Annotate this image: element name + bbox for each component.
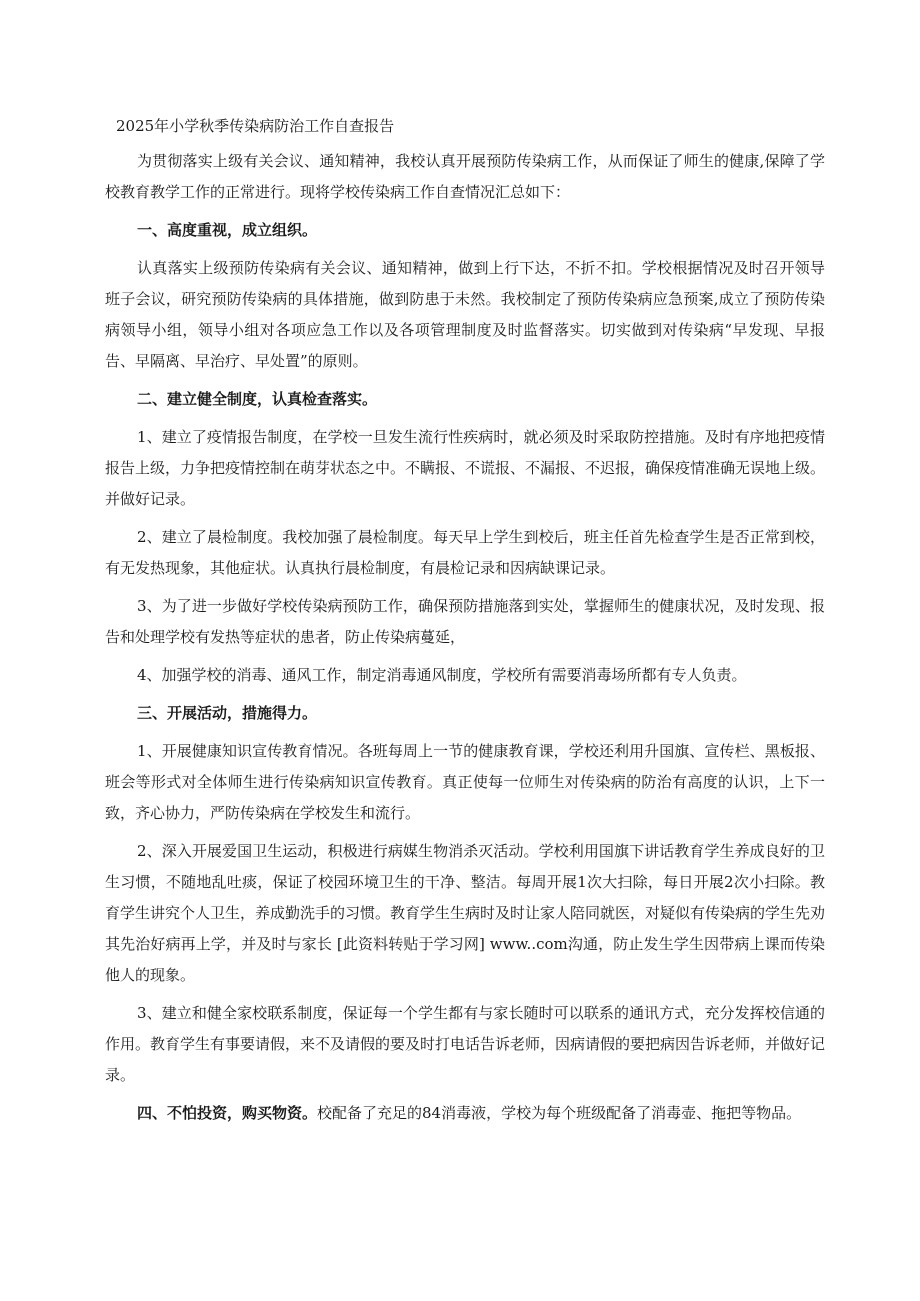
section-2-paragraph-4: 4、加强学校的消毒、通风工作，制定消毒通风制度，学校所有需要消毒场所都有专人负责。 [137, 666, 747, 684]
section-1-paragraph-1: 认真落实上级预防传染病有关会议、通知精神，做到上行下达，不折不扣。学校根据情况及时召开领导班子会议，研究预防传染病的具体措施，做到防患于未然。我校制定了预防传染病应急预案,成立了预防传染病领导小组，领导小组对各项应急工作以及各项管理制度及时监督落实。切实做到对传染病“早发现、早报告、早隔离、早治疗、早处置”的原则。 [105, 259, 825, 370]
section-3-paragraph-1: 1、开展健康知识宣传教育情况。各班每周上一节的健康教育课，学校还利用升国旗、宣传栏、黑板报、班会等形式对全体师生进行传染病知识宣传教育。真正使每一位师生对传染病的防治有高度的认识，上下一致，齐心协力，严防传染病在学校发生和流行。 [105, 742, 825, 822]
document-body [105, 146, 825, 1136]
section-4-paragraph [105, 1098, 825, 1129]
section-4-text: 校配备了充足的84消毒液，学校为每个班级配备了消毒壶、拖把等物品。 [317, 1104, 802, 1122]
section-3-heading: 三、开展活动，措施得力。 [137, 704, 318, 722]
section-3-paragraph-2: 2、深入开展爱国卫生运动，积极进行病媒生物消杀灭活动。学校利用国旗下讲话教育学生养成良好的卫生习惯，不随地乱吐痰，保证了校园环境卫生的干净、整洁。每周开展1次大扫除，每日开展2次小扫除。教育学生讲究个人卫生，养成勤洗手的习惯。教育学生生病时及时让家人陪同就医，对疑似有传染病的学生先劝其先治好病再上学，并及时与家长 [此资料转贴于学习网] www..com沟通，防止发生学生因带病上课而传染他人的现象。 [105, 842, 826, 984]
document-title: 2025年小学秋季传染病防治工作自查报告 [116, 117, 395, 135]
section-2-paragraph-3: 3、为了进一步做好学校传染病预防工作，确保预防措施落到实处，掌握师生的健康状况，及时发现、报告和处理学校有发热等症状的患者，防止传染病蔓延， [105, 597, 825, 646]
section-2-paragraph-1: 1、建立了疫情报告制度，在学校一旦发生流行性疾病时，就必须及时采取防控措施。及时有序地把疫情报告上级，力争把疫情控制在萌芽状态之中。不瞒报、不谎报、不漏报、不迟报，确保疫情准确无误地上级。并做好记录。 [105, 428, 826, 508]
section-4-heading: 四、不怕投资，购买物资。 [137, 1104, 318, 1122]
section-1-heading: 一、高度重视，成立组织。 [137, 221, 318, 239]
intro-paragraph: 为贯彻落实上级有关会议、通知精神，我校认真开展预防传染病工作，从而保证了师生的健康,保障了学校教育教学工作的正常进行。现将学校传染病工作自查情况汇总如下： [105, 152, 825, 201]
section-3-paragraph-3: 3、建立和健全家校联系制度，保证每一个学生都有与家长随时可以联系的通讯方式，充分发挥校信通的作用。教育学生有事要请假，来不及请假的要及时打电话告诉老师，因病请假的要把病因告诉老师，并做好记录。 [105, 1004, 826, 1084]
section-2-heading: 二、建立健全制度，认真检查落实。 [137, 390, 378, 408]
section-2-paragraph-2: 2、建立了晨检制度。我校加强了晨检制度。每天早上学生到校后，班主任首先检查学生是否正常到校，有无发热现象，其他症状。认真执行晨检制度，有晨检记录和因病缺课记录。 [105, 528, 825, 577]
